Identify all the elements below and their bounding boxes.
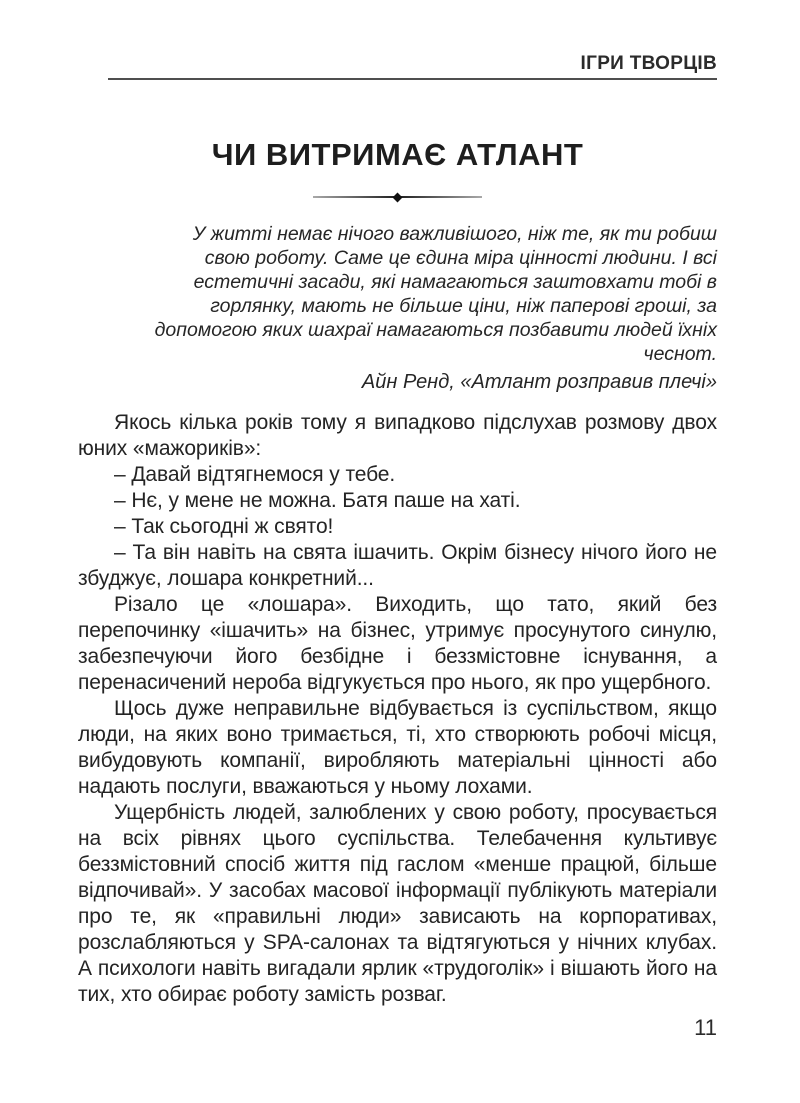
chapter-title: ЧИ ВИТРИМАЄ АТЛАНТ [211,137,584,172]
page-number: 11 [694,1015,717,1040]
running-head: ІГРИ ТВОРЦІВ [580,53,717,74]
divider-line-right [400,196,482,198]
epigraph-attribution: Айн Ренд, «Атлант розправив плечі» [361,370,717,393]
header-rule [108,78,717,80]
divider-line-left [313,196,395,198]
paragraph-dialogue: – Та він навіть на свята ішачить. Окрім бізнесу нічого його не збуджує, лошара конкретний... [78,540,717,590]
paragraph: Ущербність людей, залюблених у свою роботу, просувається на всіх рівнях цього суспільства. Телебачення культивує беззмістовний спосіб життя під гаслом «менше працюй, більше відпочивай». У засобах масової інформації публікують матеріали про те, як «правильні люди» зависають на корпоративах, розслабляються у SPA-салонах та відтягуються у нічних клубах. А психологи навіть вигадали ярлик «трудоголік» і вішають його на тих, хто обирає роботу замість розваг. [78,800,717,1006]
paragraph: Щось дуже неправильне відбувається із суспільством, якщо люди, на яких воно тримається, ті, хто створюють робочі місця, вибудовують компанії, виробляють матеріальні цінності або надають послуги, вважаються у ньому лохами. [78,696,717,798]
paragraph-dialogue: – Нє, у мене не можна. Батя паше на хаті. [114,488,521,512]
body-text [78,410,717,1008]
paragraph: Різало це «лошара». Виходить, що тато, який без перепочинку «ішачить» на бізнес, утримує просунутого синулю, забезпечуючи його безбідне і беззмістовне існування, а перенасичений нероба відгукується про нього, як про ущербного. [78,592,717,694]
paragraph: Якось кілька років тому я випадково підслухав розмову двох юних «мажориків»: [78,410,717,460]
epigraph: У житті немає нічого важливішого, ніж те, як ти робиш свою роботу. Саме це єдина міра цінності людини. І всі естетичні засади, які намагаються заштовхати тобі в горлянку, мають не більше ціни, ніж паперові гроші, за допомогою яких шахраї намагаються позбавити людей їхніх чеснот. [154,222,717,365]
paragraph-dialogue: – Давай відтягнемося у тебе. [114,462,396,486]
paragraph-dialogue: – Так сьогодні ж свято! [114,514,334,538]
section-divider [78,193,717,202]
diamond-icon [393,192,403,202]
